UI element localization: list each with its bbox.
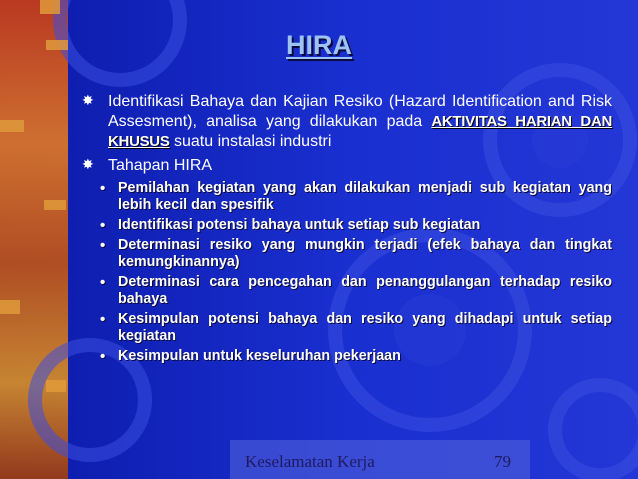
sub-bullet-item: • Kesimpulan potensi bahaya dan resiko yang dihadapi untuk setiap kegiatan: [100, 311, 612, 344]
sub-bullet-list: [98, 180, 612, 365]
page-number: 79: [494, 452, 511, 471]
bullet-dot-icon: •: [100, 311, 106, 328]
bullet-dot-icon: •: [100, 180, 106, 197]
bullet-dot-icon: •: [100, 348, 106, 365]
sub-bullet-item: • Determinasi cara pencegahan dan penanggulangan terhadap resiko bahaya: [100, 274, 612, 307]
bullet-dot-icon: •: [100, 237, 106, 254]
sub-bullet-item: • Identifikasi potensi bahaya untuk setiap sub kegiatan: [100, 217, 481, 234]
bullet-list: [82, 92, 612, 368]
sub-bullet-item: • Kesimpulan untuk keseluruhan pekerjaan: [100, 348, 401, 365]
bullet-dot-icon: •: [100, 274, 106, 291]
highlight-text: AKTIVITAS HARIAN DAN KHUSUS: [108, 113, 613, 150]
slide-title: HIRA: [286, 30, 352, 60]
sub-bullet-item: • Determinasi resiko yang mungkin terjadi (efek bahaya dan tingkat kemungkinannya): [100, 237, 612, 270]
bullet-icon: ✸: [82, 156, 94, 172]
bullet-item: ✸ Identifikasi Bahaya dan Kajian Resiko (Hazard Identification and Risk Assesment), analisa yang dilakukan pada AKTIVITAS HARIAN DAN KHUSUS suatu instalasi industri: [82, 92, 613, 150]
sub-bullet-item: • Pemilahan kegiatan yang akan dilakukan menjadi sub kegiatan yang lebih kecil dan spesifik: [100, 180, 612, 213]
footer-text: Keselamatan Kerja: [245, 452, 375, 471]
bullet-icon: ✸: [82, 92, 94, 108]
bullet-dot-icon: •: [100, 217, 106, 234]
bullet-item: ✸ Tahapan HIRA: [82, 156, 213, 174]
